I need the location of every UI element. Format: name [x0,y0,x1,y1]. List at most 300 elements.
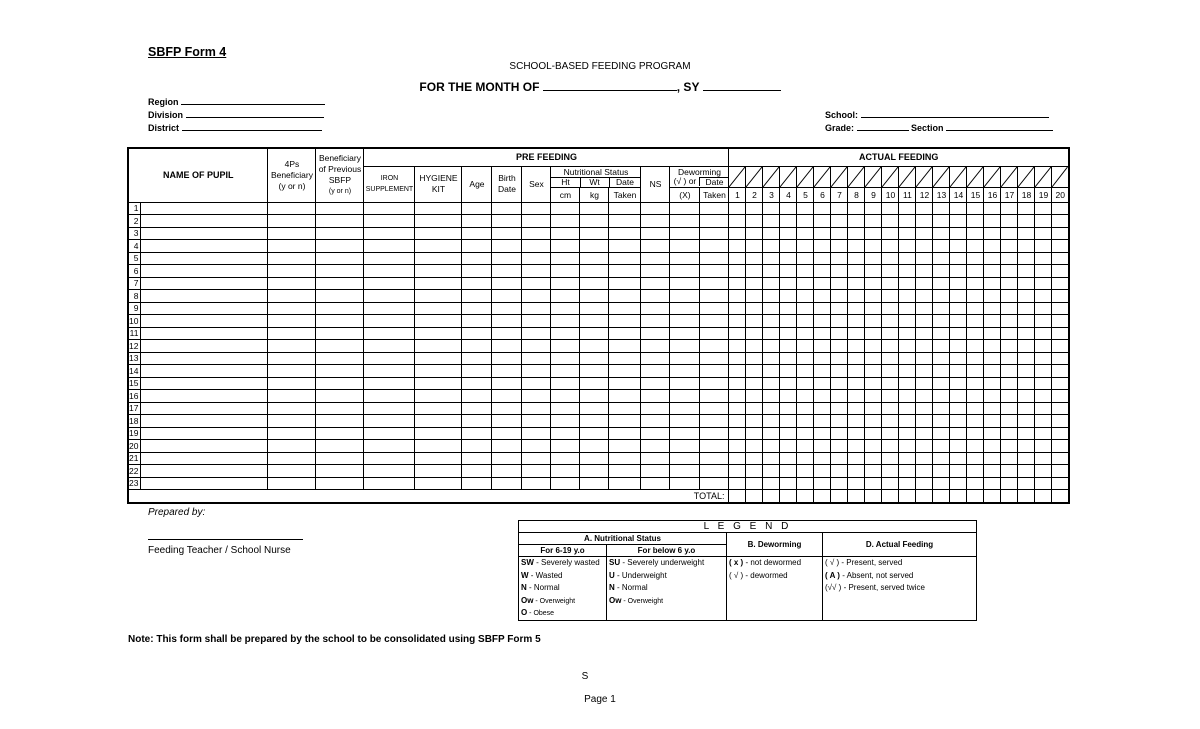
total-cell[interactable] [1018,490,1035,503]
entry-cell[interactable] [316,377,364,390]
entry-cell[interactable] [641,315,670,328]
entry-cell[interactable] [609,402,641,415]
entry-cell[interactable] [916,215,933,228]
entry-cell[interactable] [641,402,670,415]
entry-cell[interactable] [950,277,967,290]
entry-cell[interactable] [882,465,899,478]
entry-cell[interactable] [882,265,899,278]
entry-cell[interactable] [797,352,814,365]
entry-cell[interactable] [780,277,797,290]
entry-cell[interactable] [899,365,916,378]
entry-cell[interactable] [865,427,882,440]
entry-cell[interactable] [492,427,522,440]
entry-cell[interactable] [916,240,933,253]
pupil-name-cell[interactable] [141,465,268,478]
entry-cell[interactable] [763,452,780,465]
entry-cell[interactable] [899,402,916,415]
entry-cell[interactable] [1035,465,1052,478]
entry-cell[interactable] [797,252,814,265]
entry-cell[interactable] [916,440,933,453]
entry-cell[interactable] [1052,390,1069,403]
entry-cell[interactable] [1018,465,1035,478]
entry-cell[interactable] [1035,340,1052,353]
entry-cell[interactable] [415,365,462,378]
entry-cell[interactable] [492,302,522,315]
entry-cell[interactable] [865,252,882,265]
entry-cell[interactable] [780,377,797,390]
entry-cell[interactable] [364,240,415,253]
entry-cell[interactable] [670,252,700,265]
entry-cell[interactable] [492,240,522,253]
entry-cell[interactable] [492,465,522,478]
entry-cell[interactable] [967,215,984,228]
entry-cell[interactable] [700,477,729,490]
entry-cell[interactable] [831,415,848,428]
entry-cell[interactable] [814,365,831,378]
entry-cell[interactable] [268,352,316,365]
entry-cell[interactable] [364,290,415,303]
entry-cell[interactable] [780,227,797,240]
entry-cell[interactable] [831,202,848,215]
entry-cell[interactable] [848,365,865,378]
total-cell[interactable] [1035,490,1052,503]
entry-cell[interactable] [609,315,641,328]
entry-cell[interactable] [933,240,950,253]
entry-cell[interactable] [492,477,522,490]
entry-cell[interactable] [984,377,1001,390]
entry-cell[interactable] [492,277,522,290]
entry-cell[interactable] [700,315,729,328]
entry-cell[interactable] [1001,365,1018,378]
entry-cell[interactable] [268,415,316,428]
entry-cell[interactable] [814,340,831,353]
entry-cell[interactable] [1052,377,1069,390]
entry-cell[interactable] [780,215,797,228]
entry-cell[interactable] [1052,277,1069,290]
entry-cell[interactable] [950,415,967,428]
entry-cell[interactable] [492,265,522,278]
entry-cell[interactable] [580,452,609,465]
entry-cell[interactable] [780,477,797,490]
entry-cell[interactable] [316,227,364,240]
entry-cell[interactable] [865,415,882,428]
total-cell[interactable] [967,490,984,503]
entry-cell[interactable] [814,240,831,253]
entry-cell[interactable] [933,465,950,478]
entry-cell[interactable] [462,340,492,353]
entry-cell[interactable] [415,265,462,278]
entry-cell[interactable] [814,377,831,390]
entry-cell[interactable] [551,377,580,390]
entry-cell[interactable] [916,302,933,315]
entry-cell[interactable] [492,227,522,240]
entry-cell[interactable] [780,452,797,465]
entry-cell[interactable] [814,427,831,440]
entry-cell[interactable] [609,415,641,428]
entry-cell[interactable] [1001,440,1018,453]
entry-cell[interactable] [1035,390,1052,403]
entry-cell[interactable] [899,302,916,315]
entry-cell[interactable] [814,202,831,215]
pupil-name-cell[interactable] [141,390,268,403]
entry-cell[interactable] [641,365,670,378]
entry-cell[interactable] [933,302,950,315]
entry-cell[interactable] [797,390,814,403]
entry-cell[interactable] [780,202,797,215]
entry-cell[interactable] [967,202,984,215]
entry-cell[interactable] [1052,402,1069,415]
entry-cell[interactable] [746,415,763,428]
entry-cell[interactable] [492,365,522,378]
entry-cell[interactable] [551,227,580,240]
entry-cell[interactable] [364,265,415,278]
entry-cell[interactable] [916,365,933,378]
entry-cell[interactable] [1035,415,1052,428]
entry-cell[interactable] [729,202,746,215]
entry-cell[interactable] [670,215,700,228]
entry-cell[interactable] [831,302,848,315]
entry-cell[interactable] [316,327,364,340]
pupil-name-cell[interactable] [141,402,268,415]
entry-cell[interactable] [462,240,492,253]
entry-cell[interactable] [814,252,831,265]
entry-cell[interactable] [492,215,522,228]
entry-cell[interactable] [551,340,580,353]
entry-cell[interactable] [797,440,814,453]
entry-cell[interactable] [641,415,670,428]
entry-cell[interactable] [899,215,916,228]
entry-cell[interactable] [848,452,865,465]
entry-cell[interactable] [364,340,415,353]
entry-cell[interactable] [916,202,933,215]
entry-cell[interactable] [984,302,1001,315]
total-cell[interactable] [780,490,797,503]
entry-cell[interactable] [814,327,831,340]
entry-cell[interactable] [580,340,609,353]
entry-cell[interactable] [522,365,551,378]
entry-cell[interactable] [522,202,551,215]
entry-cell[interactable] [763,340,780,353]
entry-cell[interactable] [316,452,364,465]
entry-cell[interactable] [364,202,415,215]
entry-cell[interactable] [364,227,415,240]
entry-cell[interactable] [492,290,522,303]
entry-cell[interactable] [462,465,492,478]
entry-cell[interactable] [848,477,865,490]
entry-cell[interactable] [865,365,882,378]
entry-cell[interactable] [967,340,984,353]
entry-cell[interactable] [609,215,641,228]
entry-cell[interactable] [763,390,780,403]
entry-cell[interactable] [848,402,865,415]
entry-cell[interactable] [865,215,882,228]
entry-cell[interactable] [865,277,882,290]
entry-cell[interactable] [950,377,967,390]
entry-cell[interactable] [268,315,316,328]
entry-cell[interactable] [316,440,364,453]
entry-cell[interactable] [316,202,364,215]
entry-cell[interactable] [522,265,551,278]
total-cell[interactable] [984,490,1001,503]
entry-cell[interactable] [984,365,1001,378]
entry-cell[interactable] [899,240,916,253]
entry-cell[interactable] [522,277,551,290]
entry-cell[interactable] [551,277,580,290]
entry-cell[interactable] [700,402,729,415]
entry-cell[interactable] [797,340,814,353]
pupil-name-cell[interactable] [141,365,268,378]
entry-cell[interactable] [814,302,831,315]
entry-cell[interactable] [763,290,780,303]
entry-cell[interactable] [916,390,933,403]
entry-cell[interactable] [1001,452,1018,465]
entry-cell[interactable] [1052,365,1069,378]
entry-cell[interactable] [882,415,899,428]
entry-cell[interactable] [899,377,916,390]
entry-cell[interactable] [364,365,415,378]
entry-cell[interactable] [865,390,882,403]
region-field[interactable] [181,96,325,105]
entry-cell[interactable] [1018,352,1035,365]
entry-cell[interactable] [746,327,763,340]
entry-cell[interactable] [763,427,780,440]
entry-cell[interactable] [522,290,551,303]
entry-cell[interactable] [797,452,814,465]
entry-cell[interactable] [492,440,522,453]
entry-cell[interactable] [641,265,670,278]
entry-cell[interactable] [1052,265,1069,278]
entry-cell[interactable] [984,390,1001,403]
entry-cell[interactable] [729,477,746,490]
entry-cell[interactable] [1052,240,1069,253]
entry-cell[interactable] [729,452,746,465]
entry-cell[interactable] [415,415,462,428]
entry-cell[interactable] [746,265,763,278]
entry-cell[interactable] [746,240,763,253]
total-cell[interactable] [950,490,967,503]
entry-cell[interactable] [700,440,729,453]
entry-cell[interactable] [1035,452,1052,465]
pupil-name-cell[interactable] [141,327,268,340]
entry-cell[interactable] [700,252,729,265]
entry-cell[interactable] [462,415,492,428]
entry-cell[interactable] [364,402,415,415]
entry-cell[interactable] [609,390,641,403]
entry-cell[interactable] [729,352,746,365]
entry-cell[interactable] [609,440,641,453]
entry-cell[interactable] [415,290,462,303]
entry-cell[interactable] [814,215,831,228]
entry-cell[interactable] [967,440,984,453]
entry-cell[interactable] [522,215,551,228]
entry-cell[interactable] [641,352,670,365]
entry-cell[interactable] [492,402,522,415]
entry-cell[interactable] [670,452,700,465]
entry-cell[interactable] [609,452,641,465]
entry-cell[interactable] [882,440,899,453]
entry-cell[interactable] [1018,440,1035,453]
entry-cell[interactable] [1001,227,1018,240]
entry-cell[interactable] [1035,252,1052,265]
entry-cell[interactable] [729,277,746,290]
entry-cell[interactable] [670,465,700,478]
entry-cell[interactable] [848,340,865,353]
entry-cell[interactable] [670,390,700,403]
entry-cell[interactable] [882,390,899,403]
entry-cell[interactable] [522,327,551,340]
entry-cell[interactable] [670,227,700,240]
entry-cell[interactable] [700,240,729,253]
entry-cell[interactable] [831,440,848,453]
entry-cell[interactable] [780,390,797,403]
entry-cell[interactable] [462,452,492,465]
entry-cell[interactable] [899,277,916,290]
entry-cell[interactable] [780,240,797,253]
entry-cell[interactable] [984,202,1001,215]
entry-cell[interactable] [797,290,814,303]
entry-cell[interactable] [763,252,780,265]
entry-cell[interactable] [268,340,316,353]
entry-cell[interactable] [780,427,797,440]
entry-cell[interactable] [865,402,882,415]
entry-cell[interactable] [670,477,700,490]
pupil-name-cell[interactable] [141,477,268,490]
entry-cell[interactable] [492,377,522,390]
entry-cell[interactable] [1052,340,1069,353]
entry-cell[interactable] [984,315,1001,328]
entry-cell[interactable] [1018,315,1035,328]
entry-cell[interactable] [1018,477,1035,490]
entry-cell[interactable] [967,315,984,328]
entry-cell[interactable] [831,465,848,478]
entry-cell[interactable] [522,427,551,440]
entry-cell[interactable] [848,315,865,328]
entry-cell[interactable] [268,265,316,278]
entry-cell[interactable] [1001,215,1018,228]
entry-cell[interactable] [831,327,848,340]
entry-cell[interactable] [916,227,933,240]
entry-cell[interactable] [746,440,763,453]
entry-cell[interactable] [462,402,492,415]
entry-cell[interactable] [933,352,950,365]
entry-cell[interactable] [316,390,364,403]
entry-cell[interactable] [522,302,551,315]
total-cell[interactable] [1052,490,1069,503]
entry-cell[interactable] [492,327,522,340]
entry-cell[interactable] [831,352,848,365]
entry-cell[interactable] [1018,265,1035,278]
entry-cell[interactable] [967,265,984,278]
entry-cell[interactable] [950,440,967,453]
entry-cell[interactable] [831,402,848,415]
entry-cell[interactable] [865,377,882,390]
entry-cell[interactable] [1018,290,1035,303]
entry-cell[interactable] [1018,340,1035,353]
entry-cell[interactable] [746,227,763,240]
entry-cell[interactable] [580,265,609,278]
entry-cell[interactable] [1001,240,1018,253]
entry-cell[interactable] [1001,252,1018,265]
pupil-name-cell[interactable] [141,290,268,303]
entry-cell[interactable] [609,340,641,353]
entry-cell[interactable] [780,265,797,278]
entry-cell[interactable] [462,215,492,228]
entry-cell[interactable] [933,227,950,240]
entry-cell[interactable] [551,290,580,303]
entry-cell[interactable] [1035,402,1052,415]
entry-cell[interactable] [415,202,462,215]
entry-cell[interactable] [729,265,746,278]
entry-cell[interactable] [700,352,729,365]
entry-cell[interactable] [865,477,882,490]
entry-cell[interactable] [763,302,780,315]
entry-cell[interactable] [1035,265,1052,278]
entry-cell[interactable] [462,427,492,440]
entry-cell[interactable] [1001,427,1018,440]
entry-cell[interactable] [492,202,522,215]
entry-cell[interactable] [814,440,831,453]
entry-cell[interactable] [814,265,831,278]
entry-cell[interactable] [1052,427,1069,440]
entry-cell[interactable] [462,352,492,365]
entry-cell[interactable] [933,477,950,490]
pupil-name-cell[interactable] [141,265,268,278]
entry-cell[interactable] [984,240,1001,253]
entry-cell[interactable] [763,365,780,378]
entry-cell[interactable] [522,240,551,253]
entry-cell[interactable] [580,215,609,228]
entry-cell[interactable] [984,402,1001,415]
entry-cell[interactable] [316,340,364,353]
entry-cell[interactable] [1052,290,1069,303]
entry-cell[interactable] [415,215,462,228]
entry-cell[interactable] [882,315,899,328]
section-field[interactable] [946,122,1053,131]
entry-cell[interactable] [746,290,763,303]
entry-cell[interactable] [831,277,848,290]
entry-cell[interactable] [797,477,814,490]
entry-cell[interactable] [1018,402,1035,415]
entry-cell[interactable] [916,340,933,353]
entry-cell[interactable] [814,415,831,428]
entry-cell[interactable] [551,465,580,478]
entry-cell[interactable] [1018,202,1035,215]
pupil-name-cell[interactable] [141,377,268,390]
entry-cell[interactable] [746,302,763,315]
entry-cell[interactable] [641,340,670,353]
entry-cell[interactable] [899,390,916,403]
entry-cell[interactable] [933,202,950,215]
entry-cell[interactable] [848,227,865,240]
entry-cell[interactable] [831,377,848,390]
entry-cell[interactable] [882,477,899,490]
entry-cell[interactable] [700,452,729,465]
entry-cell[interactable] [950,215,967,228]
entry-cell[interactable] [670,327,700,340]
entry-cell[interactable] [814,465,831,478]
entry-cell[interactable] [763,277,780,290]
entry-cell[interactable] [1018,452,1035,465]
entry-cell[interactable] [609,265,641,278]
entry-cell[interactable] [814,227,831,240]
entry-cell[interactable] [916,315,933,328]
entry-cell[interactable] [641,215,670,228]
entry-cell[interactable] [797,277,814,290]
entry-cell[interactable] [831,252,848,265]
entry-cell[interactable] [899,265,916,278]
entry-cell[interactable] [609,327,641,340]
total-cell[interactable] [831,490,848,503]
